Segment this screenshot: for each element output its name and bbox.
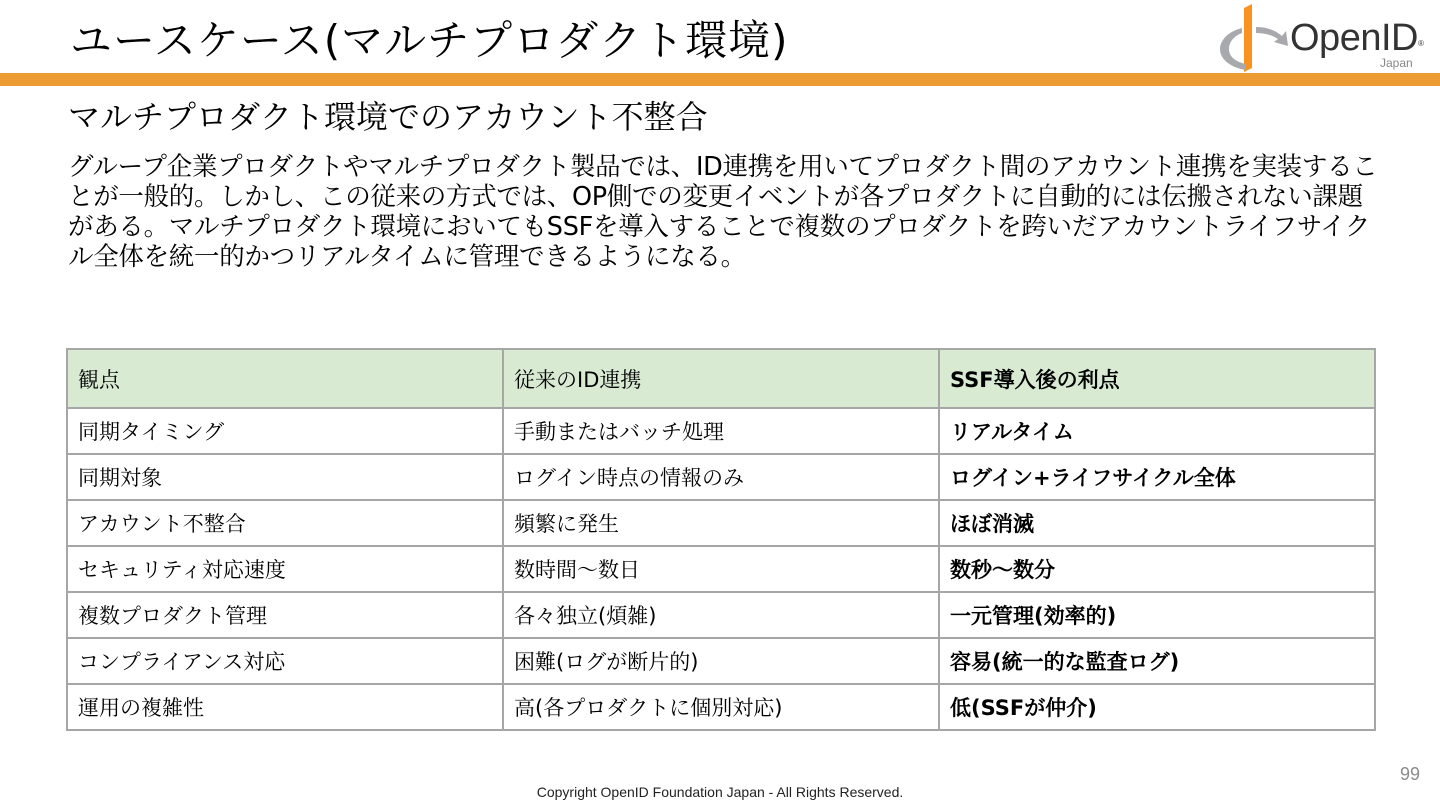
page-number: 99 [1399, 764, 1420, 784]
table-cell: 数秒〜数分 [939, 546, 1375, 592]
body-paragraph: グループ企業プロダクトやマルチプロダクト製品では、ID連携を用いてプロダクト間のアカウント連携を実装することが一般的。しかし、この従来の方式では、OP側での変更イベントが各プロダクトに自動的には伝搬されない課題がある。マルチプロダクト環境においてもSSFを導入することで複数のプロダクトを跨いだアカウントライフサイクル全体を統一的かつリアルタイムに管理できるようになる。 [68, 152, 1378, 272]
table-row [67, 546, 1375, 592]
table-cell: 高(各プロダクトに個別対応) [503, 684, 939, 730]
table-cell: 同期タイミング [67, 408, 503, 454]
table-row [67, 592, 1375, 638]
table-cell: 容易(統一的な監査ログ) [939, 638, 1375, 684]
table-cell: 運用の複雑性 [67, 684, 503, 730]
table-header-row [67, 349, 1375, 408]
table-cell: 複数プロダクト管理 [67, 592, 503, 638]
table-cell: ログイン時点の情報のみ [503, 454, 939, 500]
table-row [67, 408, 1375, 454]
table-cell: ログイン+ライフサイクル全体 [939, 454, 1375, 500]
table-cell: 手動またはバッチ処理 [503, 408, 939, 454]
header-cell: 従来のID連携 [503, 349, 939, 408]
logo-subtitle: Japan [1380, 56, 1413, 70]
comparison-table [66, 348, 1376, 731]
table-cell: 一元管理(効率的) [939, 592, 1375, 638]
table-row [67, 684, 1375, 730]
table-row [67, 454, 1375, 500]
table-cell: コンプライアンス対応 [67, 638, 503, 684]
table-row [67, 638, 1375, 684]
header-cell: 観点 [67, 349, 503, 408]
header-cell: SSF導入後の利点 [939, 349, 1375, 408]
table-cell: 困難(ログが断片的) [503, 638, 939, 684]
table-cell: セキュリティ対応速度 [67, 546, 503, 592]
section-heading: マルチプロダクト環境でのアカウント不整合 [68, 98, 708, 136]
title-underline [0, 73, 1440, 86]
openid-japan-logo [1212, 2, 1432, 74]
logo-wordmark: OpenID® [1290, 17, 1424, 59]
openid-logo-icon [1212, 2, 1292, 74]
table-cell: 同期対象 [67, 454, 503, 500]
table-cell: 低(SSFが仲介) [939, 684, 1375, 730]
table-row [67, 500, 1375, 546]
table-cell: リアルタイム [939, 408, 1375, 454]
table-cell: 頻繁に発生 [503, 500, 939, 546]
copyright-footer: Copyright OpenID Foundation Japan - All Rights Reserved. [536, 784, 904, 800]
table-cell: ほぼ消滅 [939, 500, 1375, 546]
table-cell: アカウント不整合 [67, 500, 503, 546]
slide-title: ユースケース(マルチプロダクト環境) [70, 16, 789, 65]
table-cell: 数時間〜数日 [503, 546, 939, 592]
table-cell: 各々独立(煩雑) [503, 592, 939, 638]
